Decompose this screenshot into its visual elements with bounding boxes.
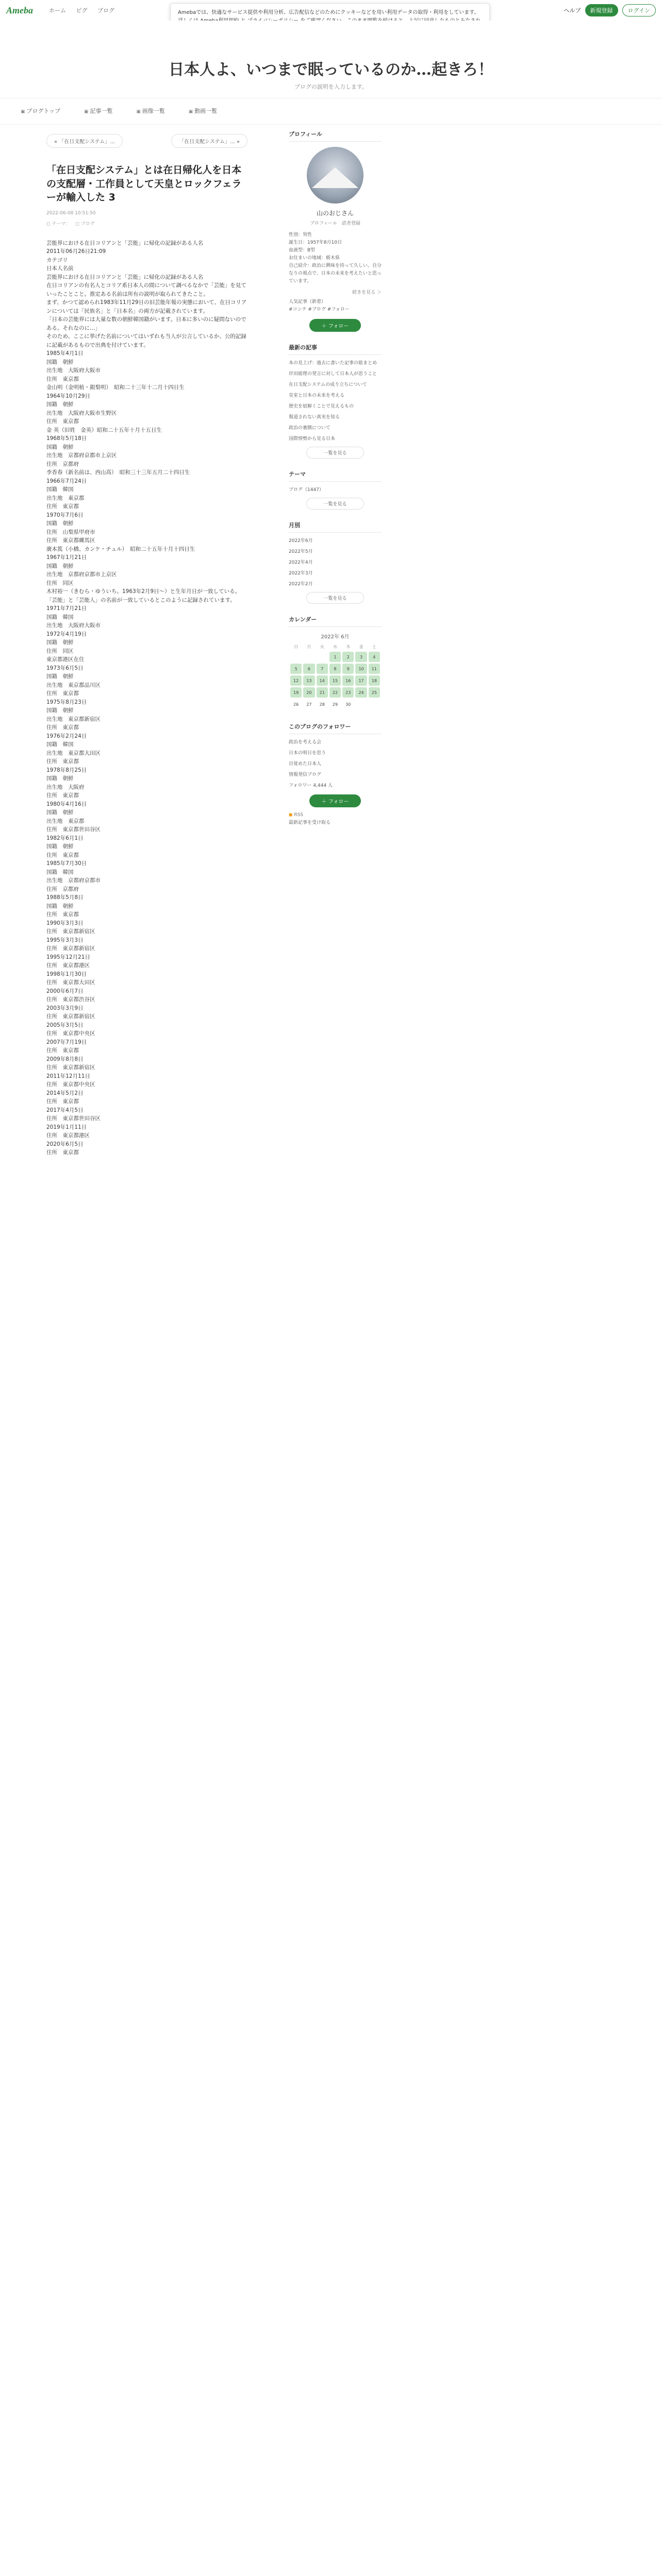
article-line: 2017年4月5日 <box>46 1107 84 1113</box>
article-line: 国籍 朝鮮 <box>46 444 74 450</box>
article-line: 住所 東京都港区 <box>46 1132 90 1139</box>
article-line: 1995年3月3日 <box>46 937 84 943</box>
article-line: 金山明（金明植・銀梨明） 昭和二十三年十二月十四日生 <box>46 384 185 391</box>
month-item[interactable]: 2022年6月 <box>289 538 313 544</box>
blog-nav <box>0 98 662 125</box>
sidebar <box>289 130 382 831</box>
latest-list-button[interactable]: 一覧を見る <box>306 447 364 459</box>
divider <box>289 481 382 482</box>
article-line: 住所 同区 <box>46 648 74 654</box>
article-line: 国籍 朝鮮 <box>46 707 74 714</box>
divider <box>289 354 382 355</box>
follow-button-2[interactable]: ＋ フォロー <box>309 794 361 807</box>
article-line: 2003年3月9日 <box>46 1005 84 1011</box>
article-line: 1968年5月18日 <box>46 435 87 442</box>
article-main <box>46 129 247 1157</box>
calendar-weekday: 火 <box>320 645 324 649</box>
calendar-day[interactable]: 12 <box>290 675 302 686</box>
calendar-day[interactable]: 6 <box>303 664 315 674</box>
calendar-day[interactable]: 7 <box>317 664 328 674</box>
article-line: 1972年4月19日 <box>46 631 87 637</box>
article-pager <box>46 134 247 148</box>
calendar-day[interactable]: 29 <box>332 702 338 707</box>
article-line: 1975年8月23日 <box>46 699 87 705</box>
article-line: 芸能界における在日コリアンと「芸能」に帰化の記録がある人名 <box>46 274 204 280</box>
calendar-weekday: 月 <box>307 645 311 649</box>
article-line: 1982年6月1日 <box>46 835 84 841</box>
latest-entry[interactable]: 歴史を紐解くことで見えるもの <box>289 404 354 409</box>
article-line: 住所 東京都 <box>46 1098 79 1105</box>
following-item[interactable]: 日本の明日を思う <box>289 751 326 756</box>
article-line: まず、かつて認められ1983年11月29日の旧芸能年報の実態において、在日コリアンについては「民族名」と「日本名」の両方が記載されています。 <box>46 299 247 314</box>
calendar-day[interactable]: 22 <box>329 687 341 698</box>
follower-count: フォロワー 4,444 人 <box>289 783 333 788</box>
calendar-day <box>317 652 328 662</box>
month-item[interactable]: 2022年2月 <box>289 582 313 587</box>
divider <box>289 141 382 142</box>
calendar-day[interactable]: 20 <box>303 687 315 698</box>
calendar-day[interactable]: 24 <box>355 687 367 698</box>
article-line: 2014年5月2日 <box>46 1090 84 1096</box>
calendar-day <box>355 699 367 709</box>
latest-heading: 最新の記事 <box>289 344 317 351</box>
profile-kv-1: 誕生日：1957年8月10日 <box>289 240 342 245</box>
month-item[interactable]: 2022年4月 <box>289 560 313 565</box>
calendar-weekday: 水 <box>333 645 337 649</box>
month-list-button[interactable]: 一覧を見る <box>306 592 364 604</box>
global-nav <box>49 6 123 14</box>
blog-header <box>0 21 662 98</box>
calendar-heading: カレンダー <box>289 616 317 623</box>
article-line: 出生地 京都府京都市上京区 <box>46 452 117 459</box>
calendar-weekday: 土 <box>372 645 376 649</box>
calendar-day[interactable]: 26 <box>293 702 299 707</box>
article-line: 1980年4月16日 <box>46 801 87 807</box>
profile-bio: 自己紹介：政治に興味を持って久しい。自分なりの視点で、日本の未来を考えたいと思っています。 <box>289 263 382 284</box>
article-line: 住所 東京都練馬区 <box>46 537 95 544</box>
article-line: 金 英（旧姓 金英）昭和二十五年十月十五日生 <box>46 427 162 433</box>
article-line: 国籍 朝鮮 <box>46 903 74 909</box>
article-line: 住所 東京都新宿区 <box>46 945 95 952</box>
latest-entry[interactable]: 在日支配システムの成り立ちについて <box>289 382 367 387</box>
article-line: 1967年1月21日 <box>46 554 87 561</box>
article-line: 2005年3月5日 <box>46 1022 84 1028</box>
calendar-day[interactable]: 17 <box>355 675 367 686</box>
article-line: 住所 東京都 <box>46 503 79 510</box>
latest-entry[interactable]: 本の見上げ：過去に書いた記事の総まとめ <box>289 361 377 366</box>
tab-entry-list[interactable]: ▣ 記事一覧 <box>84 107 112 115</box>
article-line: カテゴリ <box>46 257 68 263</box>
article-line: 2011年06月26日21:09 <box>46 248 106 255</box>
rss-sub[interactable]: 最新記事を受け取る <box>289 820 331 825</box>
latest-entry[interactable]: 国際情勢から見る日本 <box>289 436 336 442</box>
article-line: 1998年1月30日 <box>46 971 87 977</box>
month-list <box>289 538 382 588</box>
article-line: 国籍 朝鮮 <box>46 843 74 850</box>
calendar-title: 2022年 6月 <box>321 634 350 640</box>
article-line: 在日コリアンの有名人とコリア系日本人の間について調べるなかで「芸能」を見ていったことこと。推定ある名前は所有の説明が取られてきたこと。 <box>46 282 246 297</box>
article-line: 出生地 大阪府 <box>46 784 85 790</box>
profile-more-link[interactable]: 続きを見る ＞ <box>352 290 382 295</box>
blog-description: ブログの説明を入力します。 <box>294 83 368 90</box>
latest-list <box>289 360 382 443</box>
following-list <box>289 739 382 778</box>
article-line: 1995年12月21日 <box>46 954 90 960</box>
article-line: 住所 東京都 <box>46 758 79 765</box>
article-title[interactable]: 「在日支配システム」とは在日帰化人を日本の支配層・工作員として天皇とロックフェラーが輸入した 3 <box>46 164 242 204</box>
article-line: 住所 東京都渋谷区 <box>46 996 95 1003</box>
article-line: 住所 東京都大田区 <box>46 979 95 986</box>
profile-kv-0: 性別：男性 <box>289 232 312 238</box>
calendar-day[interactable]: 27 <box>306 702 312 707</box>
article-line: 日本人名前 <box>46 265 74 272</box>
article-line: 住所 東京都港区 <box>46 962 90 969</box>
article-line: 1973年6月5日 <box>46 665 84 671</box>
article-line: 国籍 韓国 <box>46 741 74 748</box>
article-line: 住所 東京都中央区 <box>46 1030 95 1037</box>
following-item[interactable]: 目覚めた日本人 <box>289 761 322 767</box>
login-button[interactable]: ログイン <box>622 4 656 16</box>
theme-list-button[interactable]: 一覧を見る <box>306 498 364 510</box>
article-line: 国籍 朝鮮 <box>46 401 74 408</box>
article-line: 住所 東京都新宿区 <box>46 1064 95 1071</box>
article-line: 「日本の芸能界には大量な数の朝鮮韓国籍がいます。日本に多いのに疑問ないのである。それなのに…」 <box>46 316 246 331</box>
calendar-day[interactable]: 9 <box>342 664 354 674</box>
article-line: 1985年4月1日 <box>46 350 84 357</box>
calendar-day[interactable]: 1 <box>329 652 341 662</box>
article-line: 国籍 朝鮮 <box>46 639 74 646</box>
calendar-day[interactable]: 15 <box>329 675 341 686</box>
popular-tags-heading: 人気記事（新着） <box>289 299 326 304</box>
article-line: 1990年3月3日 <box>46 920 84 926</box>
article-line: 出生地 東京都新宿区 <box>46 716 101 722</box>
divider <box>289 626 382 627</box>
article-line: 芸能界における在日コリアンと「芸能」に帰化の記録がある人名 <box>46 240 204 246</box>
calendar-day[interactable]: 2 <box>342 652 354 662</box>
calendar-day[interactable]: 8 <box>329 664 341 674</box>
article-line: 住所 東京都世田谷区 <box>46 826 101 833</box>
calendar-day[interactable]: 28 <box>319 702 325 707</box>
calendar-day[interactable]: 16 <box>342 675 354 686</box>
article-line: 出生地 東京都品川区 <box>46 682 101 688</box>
article-line: 2020年6月5日 <box>46 1141 84 1147</box>
article-line: 木村裕一（きむら・ゆういち。1963年2月9日～）と生年月日が一致している。 <box>46 588 241 595</box>
calendar-weekday: 木 <box>346 645 351 649</box>
calendar-day <box>303 652 315 662</box>
nav-blog[interactable]: ブログ <box>97 7 114 14</box>
blog-title[interactable]: 日本人よ、いつまで眠っているのか…起きろ！ <box>169 61 493 79</box>
article-line: 国籍 韓国 <box>46 486 74 493</box>
article-line: 住所 東京都 <box>46 376 79 382</box>
article-line: 住所 東京都新宿区 <box>46 928 95 935</box>
article-line: 2009年8月8日 <box>46 1056 84 1062</box>
cookie-text: Amebaでは、快適なサービス提供や利用分析、広告配信などのためにクッキーなどを用い利用データの取得・利用をしています。 <box>178 10 479 15</box>
article-line: 住所 東京都 <box>46 1047 79 1054</box>
article-line: そのため、ここに挙げた名前についてはいずれも当人が公言しているか、公的記録に記載があるもので出典を付けています。 <box>46 333 246 348</box>
article-line: 出生地 東京都大田区 <box>46 750 101 756</box>
calendar-day[interactable]: 4 <box>369 652 380 662</box>
article-line: 廣本篤（小橋、カンケ・チュル） 昭和二十五年十月十四日生 <box>46 546 195 552</box>
article-line: 国籍 朝鮮 <box>46 775 74 782</box>
calendar-day[interactable]: 13 <box>303 675 315 686</box>
article-line: 国籍 朝鮮 <box>46 563 74 569</box>
article-line: 1988年5月8日 <box>46 894 84 901</box>
rss-link[interactable]: ◼ RSS <box>289 812 382 818</box>
article-line: 1970年7月6日 <box>46 512 84 518</box>
article-line: 国籍 朝鮮 <box>46 673 74 680</box>
tab-image-list[interactable]: ▣ 画像一覧 <box>136 107 164 115</box>
following-item[interactable]: 政治を考える会 <box>289 740 322 745</box>
article-line: 国籍 韓国 <box>46 869 74 875</box>
following-heading: このブログのフォロワー <box>289 723 351 730</box>
article-line: 住所 東京都 <box>46 1149 79 1156</box>
article-line: 国籍 朝鮮 <box>46 359 74 365</box>
article-line: 2000年6月7日 <box>46 988 84 994</box>
calendar <box>289 642 382 711</box>
latest-entry[interactable]: 政治の裏側について <box>289 426 330 431</box>
calendar-day[interactable]: 3 <box>355 652 367 662</box>
article-date: 2022-06-08 10:51:50 <box>46 210 96 216</box>
calendar-weekday: 日 <box>294 645 299 649</box>
article-line: 国籍 韓国 <box>46 614 74 620</box>
register-button[interactable]: 新規登録 <box>585 4 618 16</box>
follow-button[interactable]: ＋ フォロー <box>309 319 361 332</box>
calendar-day[interactable]: 30 <box>345 702 351 707</box>
article-theme <box>46 220 247 227</box>
article-line: 2019年1月11日 <box>46 1124 87 1130</box>
tab-video-list[interactable]: ▣ 動画一覧 <box>189 107 217 115</box>
article-line: 出生地 京都府京都市 <box>46 877 101 884</box>
article-line: 住所 東京都 <box>46 911 79 918</box>
ameba-logo[interactable]: Ameba <box>6 5 33 15</box>
article-body <box>46 239 247 1157</box>
month-item[interactable]: 2022年3月 <box>289 571 313 576</box>
article-line: 1966年7月24日 <box>46 478 87 484</box>
profile-links[interactable]: プロフィール 読者登録 <box>309 221 361 226</box>
following-item[interactable]: 情報発信ブログ <box>289 772 322 777</box>
article-line: 国籍 朝鮮 <box>46 520 74 527</box>
popular-tags[interactable]: #コンテ #ブログ #フォロー <box>289 307 350 312</box>
article-line: 李香春（新名前は、西山高） 昭和三十三年五月二十四日生 <box>46 469 190 476</box>
avatar[interactable] <box>307 147 363 204</box>
divider <box>289 532 382 533</box>
article-line: 住所 東京都新宿区 <box>46 1013 95 1020</box>
latest-entry[interactable]: 報道されない真実を知る <box>289 415 340 420</box>
article-line: 2007年7月19日 <box>46 1039 87 1045</box>
nav-pigg[interactable]: ピグ <box>76 7 88 14</box>
article-line: 出生地 東京都 <box>46 495 85 501</box>
article-line: 住所 山梨県甲府市 <box>46 529 95 535</box>
monthly-heading: 月別 <box>289 522 300 529</box>
article-line: 住所 東京都 <box>46 690 79 697</box>
article-line: 1985年7月30日 <box>46 860 87 867</box>
article-line: 出生地 大阪府大阪市生野区 <box>46 410 117 416</box>
month-item[interactable]: 2022年5月 <box>289 549 313 554</box>
article-line: 出生地 京都府京都市上京区 <box>46 571 117 578</box>
article-line: 住所 京都府 <box>46 461 79 467</box>
article-line: 2011年12月11日 <box>46 1073 90 1079</box>
calendar-day <box>290 652 302 662</box>
article-line: 「芸能」と「芸能人」の名前が一致しているとこのように記録されています。 <box>46 597 236 603</box>
calendar-day[interactable]: 18 <box>369 675 380 686</box>
article-line: 国籍 朝鮮 <box>46 809 74 816</box>
article-line: 東京都港区在住 <box>46 656 85 663</box>
calendar-day[interactable]: 25 <box>369 687 380 698</box>
next-article-button[interactable]: 「在日支配システム」... » <box>171 134 247 148</box>
calendar-day[interactable]: 5 <box>290 664 302 674</box>
article-line: 1964年10月29日 <box>46 393 90 399</box>
calendar-day[interactable]: 23 <box>342 687 354 698</box>
top-actions <box>564 4 656 16</box>
theme-label: ◻ テーマ： <box>46 220 70 227</box>
article-line: 住所 東京都 <box>46 724 79 731</box>
nav-home[interactable]: ホーム <box>49 7 66 14</box>
tab-blog-top[interactable]: ▣ ブログトップ <box>21 107 60 115</box>
article-line: 1971年7月21日 <box>46 605 87 612</box>
calendar-day <box>369 699 380 709</box>
latest-entry[interactable]: 岸田総理の発言に対して日本人が思うこと <box>289 371 377 377</box>
profile-kv-2: 血液型：B型 <box>289 248 316 253</box>
prev-article-button[interactable]: « 「在日支配システム」... <box>46 134 123 148</box>
profile-heading: プロフィール <box>289 131 322 138</box>
theme-heading: テーマ <box>289 471 306 478</box>
article-line: 住所 東京都 <box>46 852 79 858</box>
calendar-day[interactable]: 14 <box>317 675 328 686</box>
article-line: 住所 京都府 <box>46 886 79 892</box>
theme-link[interactable]: ◻ ブログ <box>75 220 94 227</box>
article-line: 出生地 大阪府大阪市 <box>46 367 101 374</box>
help-link[interactable]: ヘルプ <box>564 7 581 14</box>
article-line: 住所 同区 <box>46 580 74 586</box>
calendar-day[interactable]: 10 <box>355 664 367 674</box>
calendar-day[interactable]: 19 <box>290 687 302 698</box>
profile-kv-3: お住まいの地域：栃木県 <box>289 256 340 261</box>
theme-item[interactable]: ブログ（1447） <box>289 487 324 493</box>
article-line: 1978年8月25日 <box>46 767 87 773</box>
article-line: 住所 東京都中央区 <box>46 1081 95 1088</box>
article-line: 住所 東京都 <box>46 792 79 799</box>
article-line: 出生地 東京都 <box>46 818 85 824</box>
calendar-weekday: 金 <box>359 645 363 649</box>
article-line: 1976年2月24日 <box>46 733 87 739</box>
article-line: 住所 東京都世田谷区 <box>46 1115 101 1122</box>
article-line: 住所 東京都 <box>46 418 79 425</box>
calendar-day[interactable]: 21 <box>317 687 328 698</box>
calendar-day[interactable]: 11 <box>369 664 380 674</box>
latest-entry[interactable]: 皇室と日本の未来を考える <box>289 393 345 398</box>
profile-name[interactable]: 山のおじさん <box>316 210 354 217</box>
article-line: 出生地 大阪府大阪市 <box>46 622 101 629</box>
